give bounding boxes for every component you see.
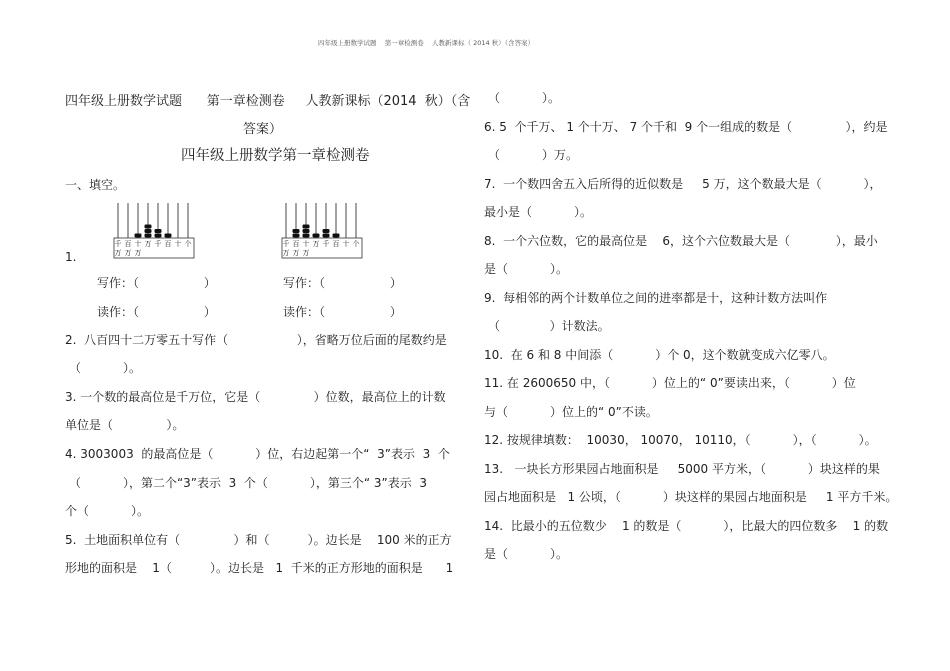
abacus-bead — [303, 229, 310, 233]
q1-read-left: 读作：（ ） — [97, 305, 216, 319]
question-5-end: （ ）。 — [488, 91, 560, 105]
abacus-bead — [333, 234, 340, 238]
question-8-line: 是（ ）。 — [484, 262, 568, 276]
question-6-line: （ ）万。 — [488, 148, 578, 162]
abacus-bead — [165, 234, 172, 238]
abacus-bead — [323, 229, 330, 233]
question-8-line: 8. 一个六位数，它的最高位是 6，这个六位数最大是（ ），最小 — [484, 234, 878, 248]
question-4-line: 4. 3003003 的最高位是（ ）位，右边起第一个“ 3”表示 3 个 — [65, 447, 450, 461]
abacus-bead — [135, 234, 142, 238]
abacus-bead — [303, 225, 310, 229]
abacus-unit-label: 万 — [292, 249, 300, 257]
exam-subtitle: 四年级上册数学第一章检测卷 — [181, 148, 370, 164]
question-11-line: 11. 在 2600650 中，（ ）位上的“ 0”要读出来，（ ）位 — [484, 376, 856, 390]
page-header: 四年级上册数学试题 第一章检测卷 人教新课标（ 2014 秋）（含答案） — [318, 39, 534, 47]
abacus-unit-label: 万 — [282, 249, 290, 257]
document-title: 四年级上册数学试题 第一章检测卷 人教新课标（2014 秋）（含 — [65, 94, 471, 109]
abacus-bead — [293, 234, 300, 238]
question-1-number: 1. — [65, 250, 77, 264]
abacus-bead — [145, 229, 152, 233]
question-13-line: 13. 一块长方形果园占地面积是 5000 平方米，（ ）块这样的果 — [484, 462, 880, 476]
q1-write-left: 写作：（ ） — [97, 276, 216, 290]
section-heading: 一、填空。 — [65, 178, 126, 192]
abacus-place-label: 千 — [282, 240, 290, 248]
q1-write-right: 写作：（ ） — [283, 276, 402, 290]
question-12-line: 12. 按规律填数： 10030， 10070， 10110，（ ），（ ）。 — [484, 433, 877, 447]
abacus-place-label: 个 — [352, 240, 360, 248]
abacus-place-label: 百 — [164, 240, 172, 248]
abacus-unit-label: 万 — [114, 249, 122, 257]
question-3-line: 单位是（ ）。 — [65, 418, 185, 432]
abacus-unit-label: 万 — [124, 249, 132, 257]
question-10-line: 10. 在 6 和 8 中间添（ ）个 0，这个数就变成六亿零八。 — [484, 348, 835, 362]
abacus-bead — [145, 225, 152, 229]
abacus-place-label: 十 — [342, 240, 350, 248]
abacus-bead — [313, 234, 320, 238]
abacus-left-image — [112, 201, 196, 259]
question-14-line: 14. 比最小的五位数少 1 的数是（ ），比最大的四位数多 1 的数 — [484, 519, 889, 533]
abacus-bead — [303, 234, 310, 238]
abacus-place-label: 十 — [302, 240, 310, 248]
question-7-line: 7. 一个数四舍五入后所得的近似数是 5 万，这个数最大是（ ）， — [484, 177, 882, 191]
question-5-line: 5. 土地面积单位有（ ）和（ ）。边长是 100 米的正方 — [65, 533, 452, 547]
abacus-unit-label: 万 — [302, 249, 310, 257]
document-title-cont: 答案） — [243, 122, 283, 137]
abacus-place-label: 千 — [322, 240, 330, 248]
abacus-bead — [145, 234, 152, 238]
abacus-place-label: 百 — [292, 240, 300, 248]
question-11-line: 与（ ）位上的“ 0”不读。 — [484, 405, 658, 419]
question-2-line: （ ）。 — [69, 361, 141, 375]
abacus-bead — [155, 229, 162, 233]
abacus-bead — [155, 234, 162, 238]
abacus-place-label: 百 — [332, 240, 340, 248]
abacus-place-label: 个 — [184, 240, 192, 248]
abacus-place-label: 千 — [154, 240, 162, 248]
abacus-place-label: 十 — [174, 240, 182, 248]
abacus-bead — [293, 229, 300, 233]
question-2-line: 2. 八百四十二万零五十写作（ ），省略万位后面的尾数约是 — [65, 333, 447, 347]
question-9-line: 9. 每相邻的两个计数单位之间的进率都是十，这种计数方法叫作 — [484, 291, 828, 305]
question-6-line: 6. 5 个千万、 1 个十万、 7 个千和 9 个一组成的数是（ ），约是 — [484, 120, 888, 134]
question-5-line: 形地的面积是 1（ ）。边长是 1 千米的正方形地的面积是 1 — [65, 561, 454, 575]
question-4-line: 个（ ）。 — [65, 504, 149, 518]
abacus-place-label: 万 — [312, 240, 320, 248]
abacus-place-label: 千 — [114, 240, 122, 248]
question-3-line: 3. 一个数的最高位是千万位，它是（ ）位数，最高位上的计数 — [65, 390, 446, 404]
question-4-line: （ ），第二个“3”表示 3 个（ ），第三个“ 3”表示 3 — [69, 476, 428, 490]
abacus-place-label: 百 — [124, 240, 132, 248]
abacus-place-label: 万 — [144, 240, 152, 248]
question-7-line: 最小是（ ）。 — [484, 205, 592, 219]
abacus-right-image — [280, 201, 364, 259]
abacus-place-label: 十 — [134, 240, 142, 248]
question-9-line: （ ）计数法。 — [488, 319, 610, 333]
question-13-line: 园占地面积是 1 公顷，（ ）块这样的果园占地面积是 1 平方千米。 — [484, 490, 898, 504]
question-14-line: 是（ ）。 — [484, 547, 568, 561]
q1-read-right: 读作：（ ） — [283, 305, 402, 319]
abacus-bead — [323, 234, 330, 238]
abacus-unit-label: 万 — [134, 249, 142, 257]
